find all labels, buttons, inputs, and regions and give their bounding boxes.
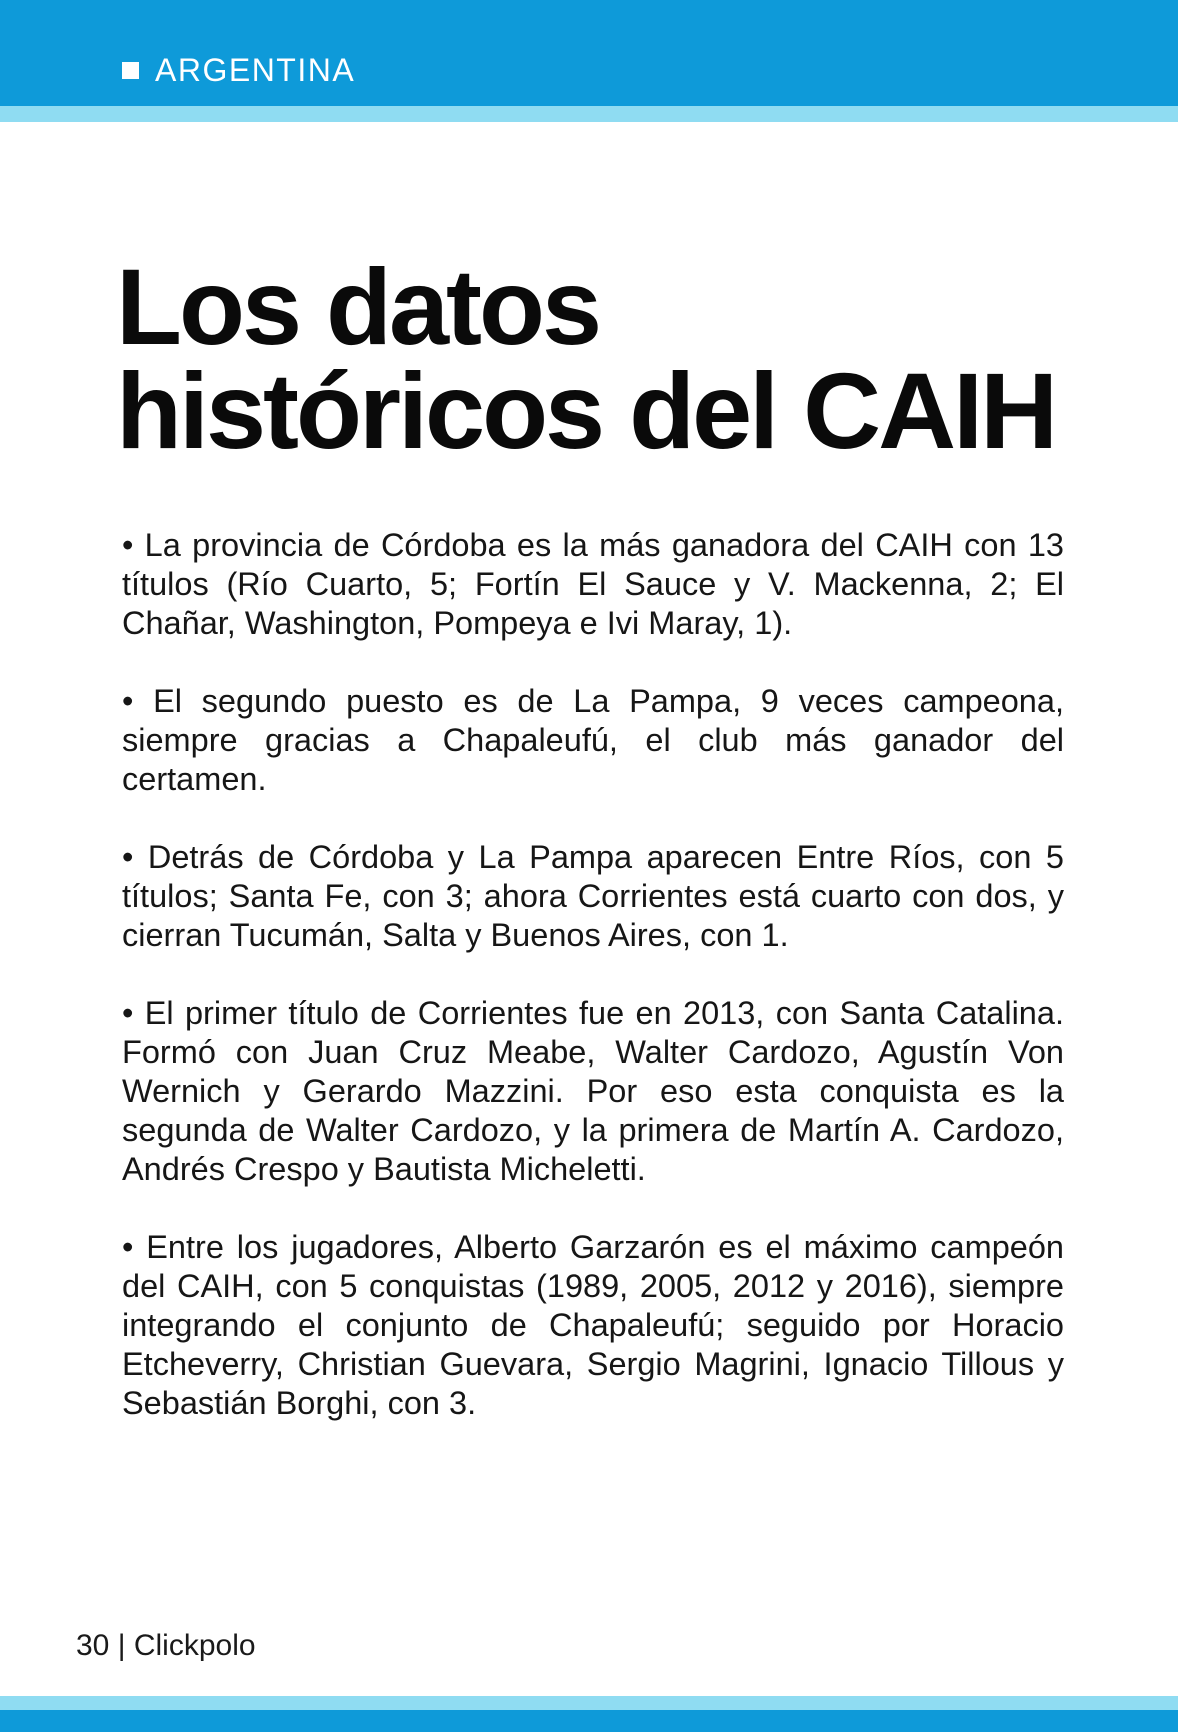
article-title-line-1: Los datos	[116, 246, 600, 367]
square-bullet-icon	[122, 62, 139, 79]
article-title	[116, 246, 1116, 471]
footer-stripe	[0, 1696, 1178, 1710]
bullet-list	[122, 526, 1064, 1462]
page-footer: 30 | Clickpolo	[76, 1629, 256, 1662]
footer-band	[0, 1710, 1178, 1732]
bullet-paragraph: • El primer título de Corrientes fue en 2013, con Santa Catalina. Formó con Juan Cruz Meabe, Walter Cardozo, Agustín Von Wernich y Gerardo Mazzini. Por eso esta conquista es la segunda de Walter Cardozo, y la primera de Martín A. Cardozo, Andrés Crespo y Bautista Micheletti.	[122, 995, 1064, 1187]
section-tag	[122, 50, 355, 90]
bullet-paragraph: • La provincia de Córdoba es la más ganadora del CAIH con 13 títulos (Río Cuarto, 5; Fortín El Sauce y V. Mackenna, 2; El Chañar, Washington, Pompeya e Ivi Maray, 1).	[122, 527, 1064, 641]
section-label: ARGENTINA	[155, 52, 356, 88]
bullet-paragraph: • Detrás de Córdoba y La Pampa aparecen Entre Ríos, con 5 títulos; Santa Fe, con 3; ahora Corrientes está cuarto con dos, y cierran Tucumán, Salta y Buenos Aires, con 1.	[122, 839, 1064, 953]
header-stripe	[0, 106, 1178, 122]
bullet-paragraph: • Entre los jugadores, Alberto Garzarón es el máximo campeón del CAIH, con 5 conquistas (1989, 2005, 2012 y 2016), siempre integrando el conjunto de Chapaleufú; seguido por Horacio Etcheverry, Christian Guevara, Sergio Magrini, Ignacio Tillous y Sebastián Borghi, con 3.	[122, 1229, 1064, 1421]
article-title-line-2: históricos del CAIH	[116, 350, 1056, 471]
bullet-paragraph: • El segundo puesto es de La Pampa, 9 veces campeona, siempre gracias a Chapaleufú, el club más ganador del certamen.	[122, 683, 1064, 797]
